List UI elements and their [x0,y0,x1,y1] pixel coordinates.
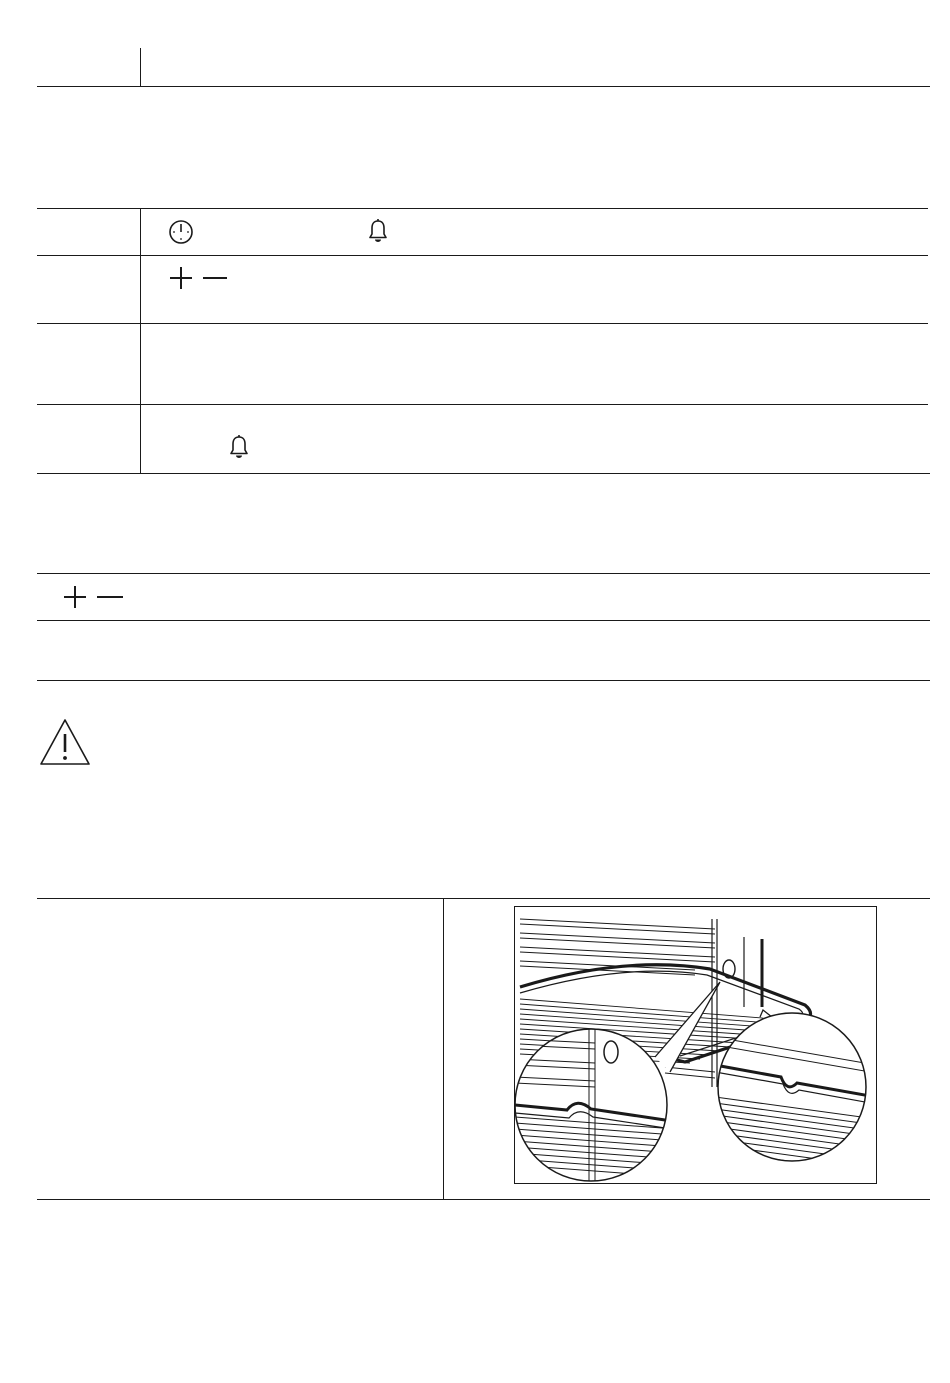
tip-row [37,574,930,620]
minus-icon [96,584,124,610]
minus-icon [202,265,228,291]
table-top-column-divider [140,48,141,86]
bell-icon [367,218,389,244]
oven-shelf-illustration [514,906,877,1184]
tip-box-bottom-rule [37,680,930,681]
clock-icon [168,219,194,245]
plus-icon [168,265,194,291]
figure-table-column-divider [443,898,444,1199]
step-row-1 [141,209,929,255]
warning-triangle-icon [39,717,91,767]
figure-table-bottom-rule [37,1199,930,1200]
step-table-bottom-rule [37,473,930,474]
step-row-3 [141,324,929,404]
table-top-bottom-rule [37,86,930,87]
step-row-4 [141,405,929,473]
bell-icon [228,434,250,460]
tip-box-middle-rule [37,620,930,621]
plus-icon [62,584,88,610]
step-row-2 [141,256,929,323]
figure-table-top-rule [37,898,930,899]
